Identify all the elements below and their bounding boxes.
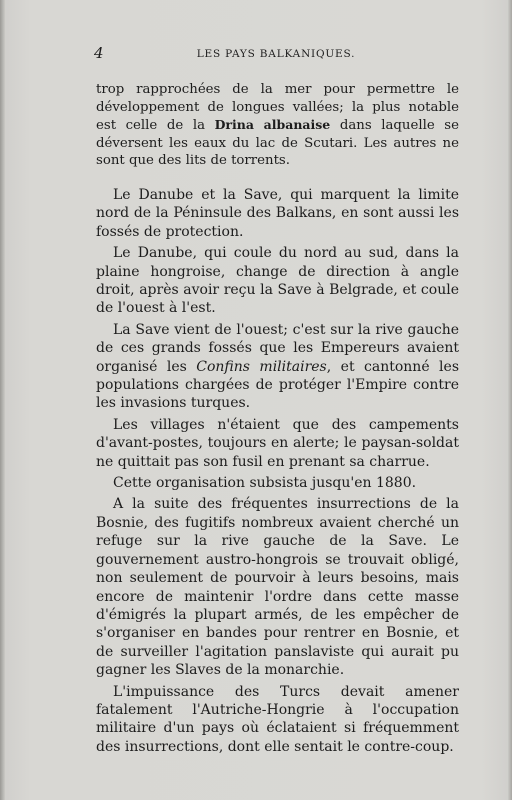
confins-militaires-term: Confins militaires xyxy=(196,358,327,375)
paragraph-5: Les villages n'étaient que des campements d'avant-postes, toujours en alerte; le paysan-soldat ne quittait pas son fusil en prenant sa charrue. xyxy=(96,416,459,470)
drina-albanaise-term: Drina albanaise xyxy=(214,117,331,133)
body-text xyxy=(96,81,459,756)
running-title: LES PAYS BALKANIQUES. xyxy=(196,48,356,60)
page-left-edge xyxy=(0,0,5,800)
paragraph-2: Le Danube et la Save, qui marquent la limite nord de la Péninsule des Balkans, en sont aussi les fossés de protection. xyxy=(96,186,459,240)
paragraph-1 xyxy=(96,81,459,170)
paragraph-1-part-1: trop rapprochées de la mer pour permettre le développement de longues vallées; la plus notable est celle de la xyxy=(96,82,459,134)
page-header xyxy=(94,44,458,62)
paragraph-4-part-3: , et cantonné les populations chargées de protéger l'Empire contre les invasions turques. xyxy=(96,358,460,412)
paragraph-3: Le Danube, qui coule du nord au sud, dans la plaine hongroise, change de direction à angle droit, après avoir reçu la Save à Belgrade, et coule de l'ouest à l'est. xyxy=(96,245,459,317)
page-number: 4 xyxy=(94,44,104,62)
paragraph-6: Cette organisation subsista jusqu'en 1880. xyxy=(113,475,417,492)
paragraph-1-part-3: dans laquelle se déversent les eaux du lac de Scutari. Les autres ne sont que des lits de torrents. xyxy=(96,118,460,169)
page-right-edge xyxy=(508,0,512,800)
paragraph-7: A la suite des fréquentes insurrections de la Bosnie, des fugitifs nombreux avaient cherché un refuge sur la rive gauche de la Save. Le gouvernement austro-hongrois se trouvait obligé, non seulement de pourvoir à leurs besoins, mais encore de maintenir l'ordre dans cette masse d'émigrés la plupart armés, de les empêcher de s'organiser en bandes pour rentrer en Bosnie, et de surveiller l'agitation panslaviste qui aurait pu gagner les Slaves de la monarchie. xyxy=(96,496,459,679)
paragraph-4-part-1: La Save vient de l'ouest; c'est sur la rive gauche de ces grands fossés que les Empereurs avaient organisé les xyxy=(96,321,459,375)
paragraph-4 xyxy=(96,321,459,413)
paragraph-8: L'impuissance des Turcs devait amener fatalement l'Autriche-Hongrie à l'occupation militaire d'un pays où éclataient si fréquemment des insurrections, dont elle sentait le contre-coup. xyxy=(96,683,459,755)
